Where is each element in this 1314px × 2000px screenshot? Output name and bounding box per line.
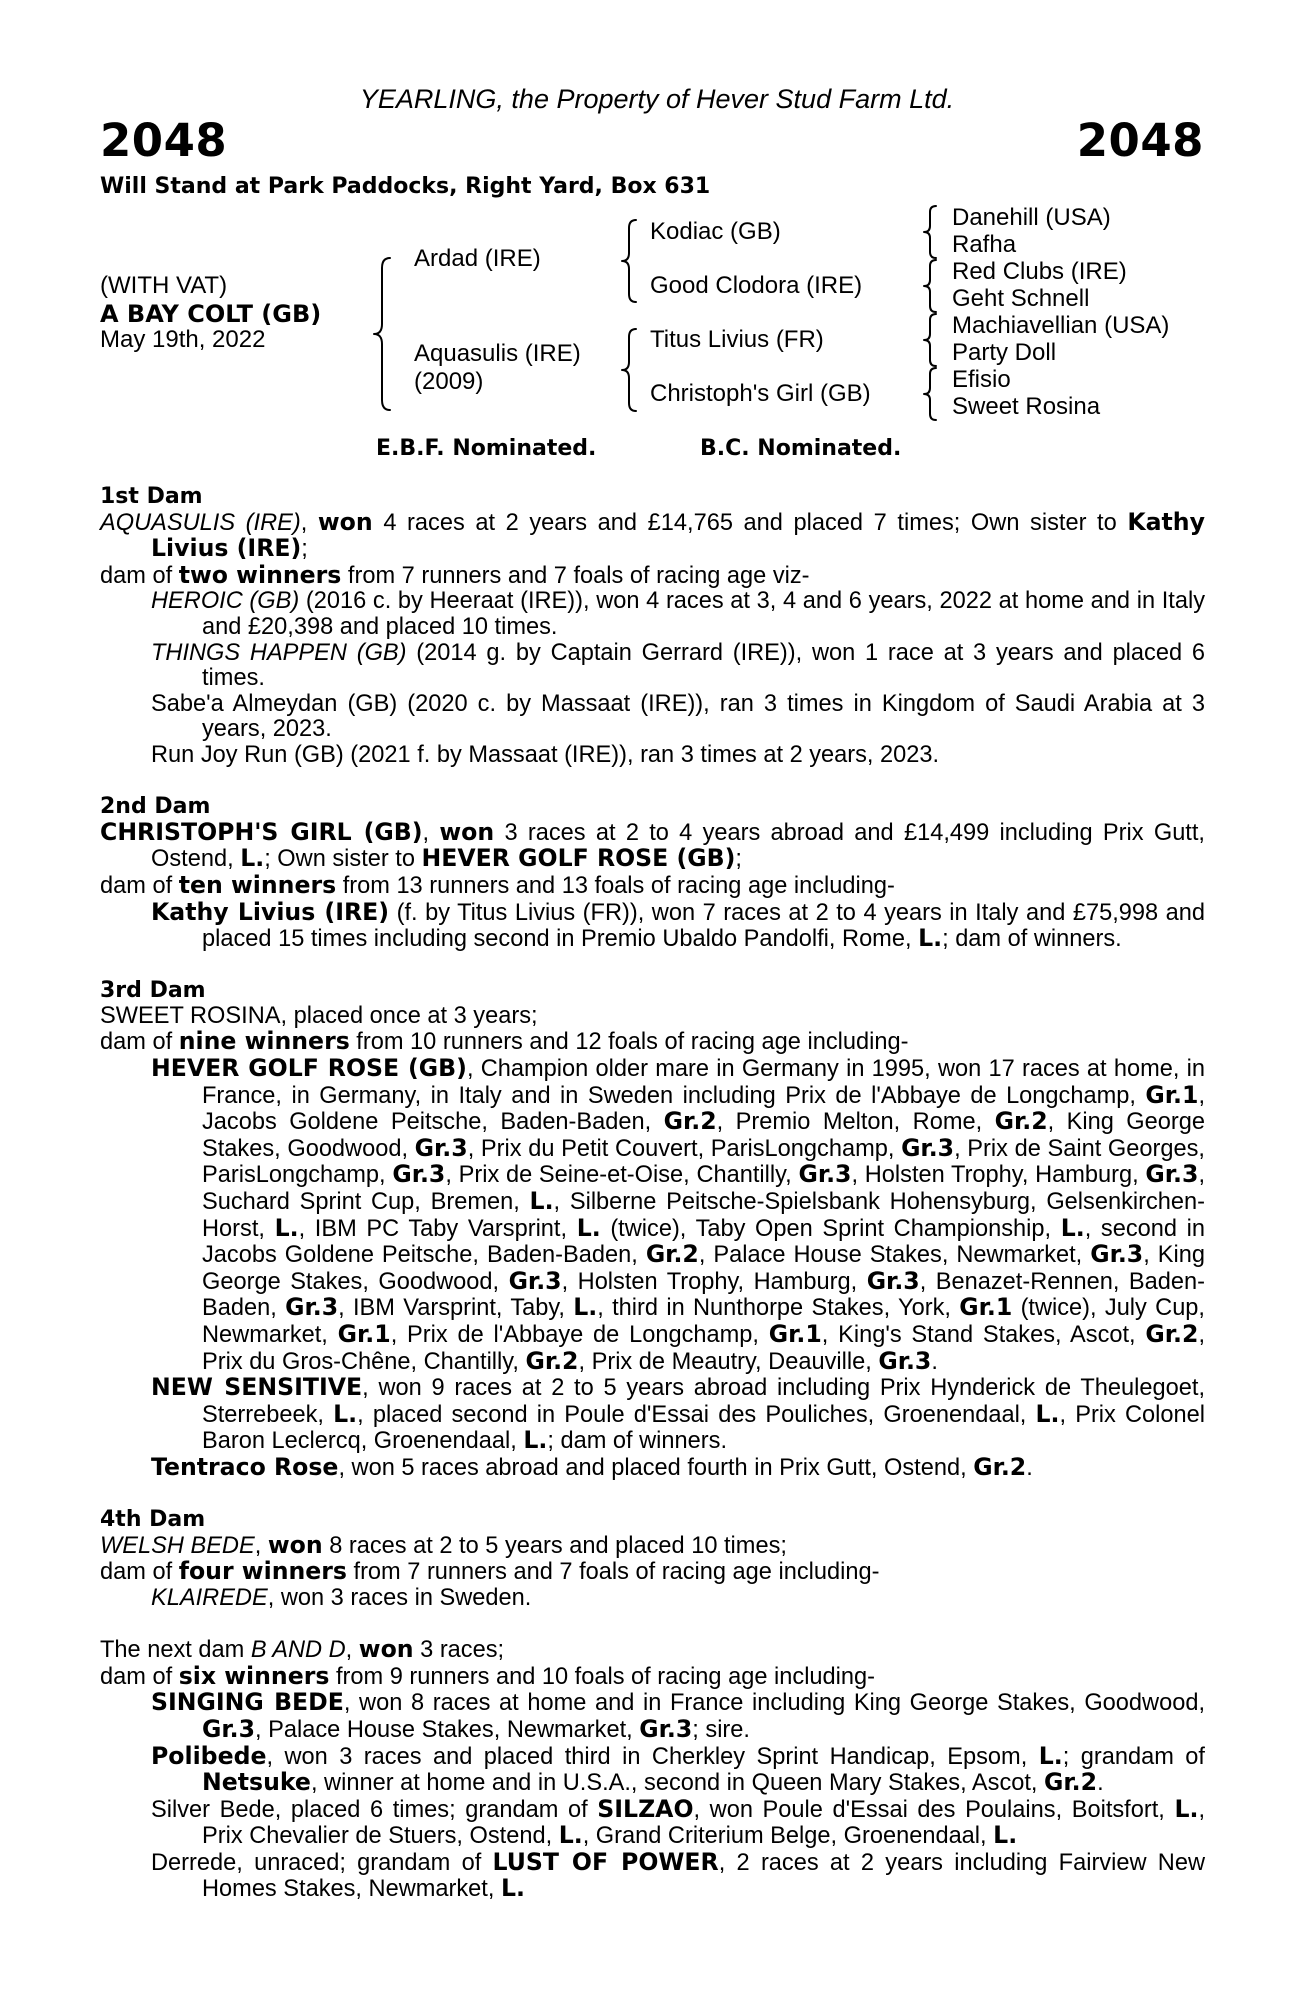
pedigree-sire-sire: Kodiac (GB) — [650, 218, 781, 245]
text-run: , won 9 races at 2 to 5 years abroad including Prix Hynderick de Theulegoet, Sterrebeek, — [202, 1375, 1205, 1428]
text-run: L. — [1038, 1741, 1063, 1770]
text-run: Gr.2 — [645, 1240, 699, 1269]
text-run: ; — [735, 846, 742, 873]
text-run: , Prix Colonel Baron Leclercq, Groenendaal, — [202, 1401, 1206, 1455]
text-run: ; sire. — [692, 1716, 750, 1743]
text-run: , King George Stakes, Goodwood, — [202, 1242, 1205, 1295]
text-run: Gr.1 — [1145, 1080, 1199, 1109]
dam-entry — [100, 897, 1205, 953]
text-run: B AND D — [250, 1637, 346, 1664]
text-run: . — [1097, 1770, 1104, 1797]
ebf-nomination: E.B.F. Nominated. — [376, 436, 597, 461]
text-run: SINGING BEDE — [151, 1688, 344, 1717]
section-gap — [100, 769, 1205, 795]
text-run: Gr.3 — [866, 1266, 920, 1295]
text-run: dam of — [100, 562, 179, 589]
text-run: L. — [918, 924, 943, 953]
text-run: , Prix de Seine-et-Oise, Chantilly, — [445, 1162, 799, 1189]
pedigree-g8: Sweet Rosina — [952, 393, 1101, 420]
pedigree-g3: Red Clubs (IRE) — [952, 258, 1127, 285]
dam-entry — [100, 1004, 1205, 1030]
pedigree-g5: Machiavellian (USA) — [952, 312, 1170, 339]
lot-number-left: 2048 — [100, 114, 228, 167]
text-run: Tentraco Rose — [151, 1452, 339, 1481]
text-run: , Prix de l'Abbaye de Longchamp, — [390, 1322, 769, 1348]
text-run: , Prix de Meautry, Deauville, — [578, 1348, 879, 1375]
pedigree-brace-dam — [620, 327, 640, 413]
text-run: , — [422, 819, 440, 846]
dam-heading: 3rd Dam — [100, 978, 206, 1004]
text-run: ; dam of winners. — [547, 1428, 727, 1455]
dam-entry — [100, 1056, 1205, 1375]
text-run: 3 races at 2 to 4 years abroad and £14,499 including Prix Gutt, Ostend, — [151, 819, 1205, 873]
foaling-date: May 19th, 2022 — [100, 326, 266, 353]
text-run: Gr.3 — [1145, 1160, 1199, 1189]
text-run: Silver Bede, placed 6 times; grandam of — [151, 1796, 598, 1823]
text-run: L. — [993, 1821, 1018, 1850]
dam-entry — [100, 1559, 1205, 1586]
text-run: Kathy Livius (IRE) — [151, 507, 1205, 563]
text-run: SILZAO — [597, 1794, 694, 1823]
text-run: , Prix de Saint Georges, ParisLongchamp, — [202, 1135, 1205, 1189]
dam-heading: 1st Dam — [100, 484, 203, 509]
text-run: , won 3 races in Sweden. — [267, 1584, 532, 1611]
text-run: NEW SENSITIVE — [151, 1373, 363, 1402]
dam-entry — [100, 1375, 1205, 1455]
text-run: from 7 runners and 7 foals of racing age viz- — [341, 562, 810, 589]
pedigree-brace-g4 — [922, 366, 940, 422]
text-run: , Premio Melton, Rome, — [716, 1109, 995, 1136]
bc-nomination: B.C. Nominated. — [700, 436, 902, 461]
dam-heading: 2nd Dam — [100, 794, 211, 820]
text-run: Gr.1 — [337, 1320, 391, 1348]
text-run: , Jacobs Goldene Peitsche, Baden-Baden, — [202, 1082, 1205, 1136]
text-run: ; dam of winners. — [942, 926, 1122, 953]
text-run: Gr.3 — [508, 1266, 562, 1295]
text-run: , IBM Varsprint, Taby, — [338, 1295, 574, 1322]
section-gap — [100, 1482, 1205, 1508]
text-run: , — [300, 509, 318, 536]
text-run: , Benazet-Rennen, Baden-Baden, — [202, 1268, 1205, 1322]
text-run: Gr.2 — [525, 1346, 579, 1375]
text-run: Sabe'a Almeydan (GB) (2020 c. by Massaat (IRE)), ran 3 times in Kingdom of Saudi Arabia at 3 years, 2023. — [151, 690, 1205, 743]
text-run: Run Joy Run (GB) (2021 f. by Massaat (IRE)), ran 3 times at 2 years, 2023. — [151, 741, 940, 768]
dam-entry — [100, 1637, 1205, 1664]
dam-entry — [100, 870, 1205, 900]
text-run: nine winners — [178, 1027, 350, 1056]
text-run: , King's Stand Stakes, Ascot, — [821, 1322, 1146, 1348]
stand-location: Will Stand at Park Paddocks, Right Yard, Box 631 — [100, 174, 711, 199]
text-run: , — [345, 1637, 359, 1664]
dam-entry — [100, 817, 1205, 873]
text-run: (twice), July Cup, Newmarket, — [202, 1295, 1205, 1348]
text-run: Gr.3 — [639, 1714, 693, 1743]
text-run: from 13 runners and 13 foals of racing age including- — [336, 872, 895, 899]
text-run: Gr.3 — [878, 1346, 932, 1375]
text-run: dam of — [100, 872, 179, 899]
text-run: won — [317, 507, 373, 536]
text-run: L. — [1060, 1213, 1085, 1242]
text-run: L. — [1174, 1794, 1199, 1823]
pedigree-g2: Rafha — [952, 231, 1017, 258]
text-run: , won Poule d'Essai des Poulains, Boitsfort, — [693, 1796, 1175, 1823]
text-run: from 7 runners and 7 foals of racing age including- — [346, 1559, 880, 1586]
text-run: won — [439, 817, 495, 846]
text-run: (f. by Titus Livius (FR)), won 7 races at 2 to 4 years in Italy and £75,998 and placed 15 times including second in Premio Ubaldo Pandolfi, Rome, — [202, 899, 1205, 953]
pedigree-dam: Aquasulis (IRE) — [414, 340, 581, 367]
text-run: HEROIC (GB) — [151, 588, 300, 615]
text-run: HEVER GOLF ROSE (GB) — [151, 1054, 467, 1083]
text-run: Gr.1 — [959, 1293, 1013, 1322]
dam-entry — [100, 589, 1205, 640]
text-run: 8 races at 2 to 5 years and placed 10 times; — [322, 1532, 787, 1559]
text-run: ; — [301, 536, 308, 563]
dam-entry — [100, 1530, 1205, 1560]
text-run: HEVER GOLF ROSE (GB) — [421, 844, 736, 873]
text-run: four winners — [178, 1557, 347, 1586]
horse-name: A BAY COLT (GB) — [100, 300, 322, 328]
dam-entry — [100, 1690, 1205, 1743]
catalogue-body — [100, 484, 1205, 1903]
text-run: , Suchard Sprint Cup, Bremen, — [202, 1162, 1206, 1216]
text-run: six winners — [178, 1661, 330, 1690]
dam-entry — [100, 560, 1205, 590]
vat-note: (WITH VAT) — [100, 272, 228, 299]
text-run: Gr.2 — [1145, 1320, 1199, 1348]
text-run: (2014 g. by Captain Gerrard (IRE)), won 1 race at 3 years and placed 6 times. — [202, 639, 1205, 692]
text-run: Gr.2 — [663, 1107, 717, 1136]
page-title: YEARLING, the Property of Hever Stud Farm Ltd. — [359, 84, 955, 114]
text-run: L. — [240, 844, 265, 873]
dam-entry — [100, 692, 1205, 743]
pedigree-sire: Ardad (IRE) — [414, 245, 541, 272]
pedigree-g4: Geht Schnell — [952, 285, 1090, 312]
text-run: L. — [333, 1399, 358, 1428]
text-run: dam of — [100, 1663, 179, 1690]
text-run: , King George Stakes, Goodwood, — [202, 1109, 1205, 1162]
text-run: L. — [274, 1213, 299, 1242]
text-run: Gr.3 — [392, 1160, 446, 1189]
text-run: Derrede, unraced; grandam of — [151, 1849, 493, 1876]
text-run: , second in Jacobs Goldene Peitsche, Baden-Baden, — [202, 1215, 1205, 1269]
text-run: , Holsten Trophy, Hamburg, — [851, 1162, 1146, 1189]
pedigree-brace-g2 — [922, 258, 940, 314]
text-run: (twice), Taby Open Sprint Championship, — [600, 1215, 1061, 1242]
text-run: , Champion older mare in Germany in 1995, won 17 races at home, in France, in Germany, in Italy and in Sweden including Prix de l'Abbaye de Longchamp, — [202, 1056, 1205, 1109]
text-run: Gr.2 — [973, 1452, 1027, 1481]
text-run: Gr.3 — [202, 1714, 256, 1743]
text-run: The next dam — [100, 1637, 251, 1664]
text-run: Gr.3 — [1090, 1240, 1144, 1269]
pedigree-brace-g3 — [922, 312, 940, 368]
dam-entry — [100, 1452, 1205, 1482]
text-run: LUST OF POWER — [492, 1847, 719, 1876]
text-run: , won 3 races and placed third in Cherkley Sprint Handicap, Epsom, — [266, 1743, 1039, 1770]
text-run: . — [931, 1348, 938, 1375]
dam-entry — [100, 1661, 1205, 1691]
text-run: 4 races at 2 years and £14,765 and placed 7 times; Own sister to — [372, 509, 1128, 536]
text-run: . — [1026, 1454, 1033, 1481]
text-run: won — [358, 1635, 414, 1664]
text-run: Gr.3 — [285, 1293, 339, 1322]
text-run: Kathy Livius (IRE) — [151, 897, 390, 926]
text-run: from 10 runners and 12 foals of racing age including- — [349, 1029, 909, 1056]
text-run: dam of — [100, 1559, 179, 1586]
text-run: ; Own sister to — [264, 846, 422, 873]
text-run: , won 8 races at home and in France including King George Stakes, Goodwood, — [343, 1690, 1205, 1717]
dam-heading: 4th Dam — [100, 1507, 206, 1533]
text-run: from 9 runners and 10 foals of racing age including- — [329, 1663, 876, 1690]
text-run: L. — [523, 1426, 548, 1455]
text-run: , won 5 races abroad and placed fourth in Prix Gutt, Ostend, — [338, 1454, 974, 1481]
pedigree-g6: Party Doll — [952, 339, 1057, 366]
text-run: Gr.2 — [1044, 1768, 1098, 1797]
pedigree-g7: Efisio — [952, 366, 1011, 393]
text-run: L. — [1035, 1399, 1060, 1428]
pedigree-g1: Danehill (USA) — [952, 204, 1111, 231]
text-run: , Silberne Peitsche-Spielsbank Hohensyburg, Gelsenkirchen-Horst, — [202, 1189, 1205, 1242]
pedigree-sire-dam: Good Clodora (IRE) — [650, 272, 863, 299]
text-run: WELSH BEDE — [100, 1532, 255, 1559]
lot-number-right: 2048 — [1076, 114, 1204, 167]
pedigree-dam-year: (2009) — [414, 368, 484, 395]
text-run: , placed second in Poule d'Essai des Pouliches, Groenendaal, — [357, 1401, 1036, 1428]
dam-entry — [100, 1029, 1205, 1056]
text-run: , third in Nunthorpe Stakes, York, — [597, 1295, 960, 1322]
text-run: Netsuke — [202, 1768, 311, 1797]
text-run: , Prix du Petit Couvert, ParisLongchamp, — [467, 1135, 902, 1162]
text-run: L. — [558, 1821, 583, 1850]
dam-entry — [100, 1586, 1205, 1612]
pedigree-brace-g1 — [922, 204, 940, 260]
pedigree-dam-dam: Christoph's Girl (GB) — [650, 380, 871, 407]
text-run: Gr.2 — [994, 1107, 1048, 1136]
dam-entry — [100, 507, 1205, 563]
dam-entry — [100, 1794, 1205, 1850]
text-run: , Prix du Gros-Chêne, Chantilly, — [202, 1322, 1205, 1375]
section-gap — [100, 953, 1205, 979]
pedigree-brace-parents — [372, 256, 396, 412]
text-run: , — [254, 1532, 268, 1559]
text-run: L. — [500, 1874, 525, 1903]
text-run: ; grandam of — [1062, 1743, 1205, 1770]
text-run: Polibede — [151, 1741, 267, 1770]
text-run: Gr.3 — [798, 1160, 852, 1189]
text-run: ten winners — [178, 870, 337, 899]
text-run: L. — [573, 1293, 598, 1322]
pedigree-brace-sire — [620, 218, 640, 304]
text-run: , Palace House Stakes, Newmarket, — [698, 1242, 1091, 1269]
text-run: L. — [576, 1213, 601, 1242]
text-run: SWEET ROSINA, placed once at 3 years; — [100, 1002, 538, 1029]
text-run: two winners — [178, 560, 342, 589]
text-run: KLAIREDE — [151, 1584, 268, 1611]
dam-entry — [100, 1847, 1205, 1903]
text-run: , IBM PC Taby Varsprint, — [298, 1215, 577, 1242]
pedigree-dam-sire: Titus Livius (FR) — [650, 326, 824, 353]
text-run: won — [267, 1530, 323, 1559]
text-run: AQUASULIS (IRE) — [100, 509, 301, 536]
section-gap — [100, 1612, 1205, 1638]
text-run: L. — [529, 1187, 554, 1216]
text-run: , Grand Criterium Belge, Groenendaal, — [582, 1823, 994, 1850]
text-run: Gr.1 — [768, 1320, 822, 1348]
dam-entry — [100, 641, 1205, 692]
text-run: 3 races; — [413, 1637, 505, 1664]
dam-entry — [100, 743, 1205, 769]
text-run: , Palace House Stakes, Newmarket, — [255, 1716, 640, 1743]
text-run: CHRISTOPH'S GIRL (GB) — [100, 817, 423, 846]
text-run: Gr.3 — [414, 1133, 468, 1162]
text-run: , Prix Chevalier de Stuers, Ostend, — [202, 1796, 1205, 1850]
text-run: , 2 races at 2 years including Fairview New Homes Stakes, Newmarket, — [202, 1849, 1205, 1903]
text-run: Gr.3 — [901, 1133, 955, 1162]
text-run: , winner at home and in U.S.A., second in Queen Mary Stakes, Ascot, — [310, 1770, 1045, 1797]
text-run: (2016 c. by Heeraat (IRE)), won 4 races at 3, 4 and 6 years, 2022 at home and in Italy and £20,398 and placed 10 times. — [202, 588, 1205, 640]
dam-entry — [100, 1741, 1205, 1797]
text-run: THINGS HAPPEN (GB) — [151, 639, 407, 666]
text-run: , Holsten Trophy, Hamburg, — [561, 1268, 867, 1295]
text-run: dam of — [100, 1029, 179, 1056]
